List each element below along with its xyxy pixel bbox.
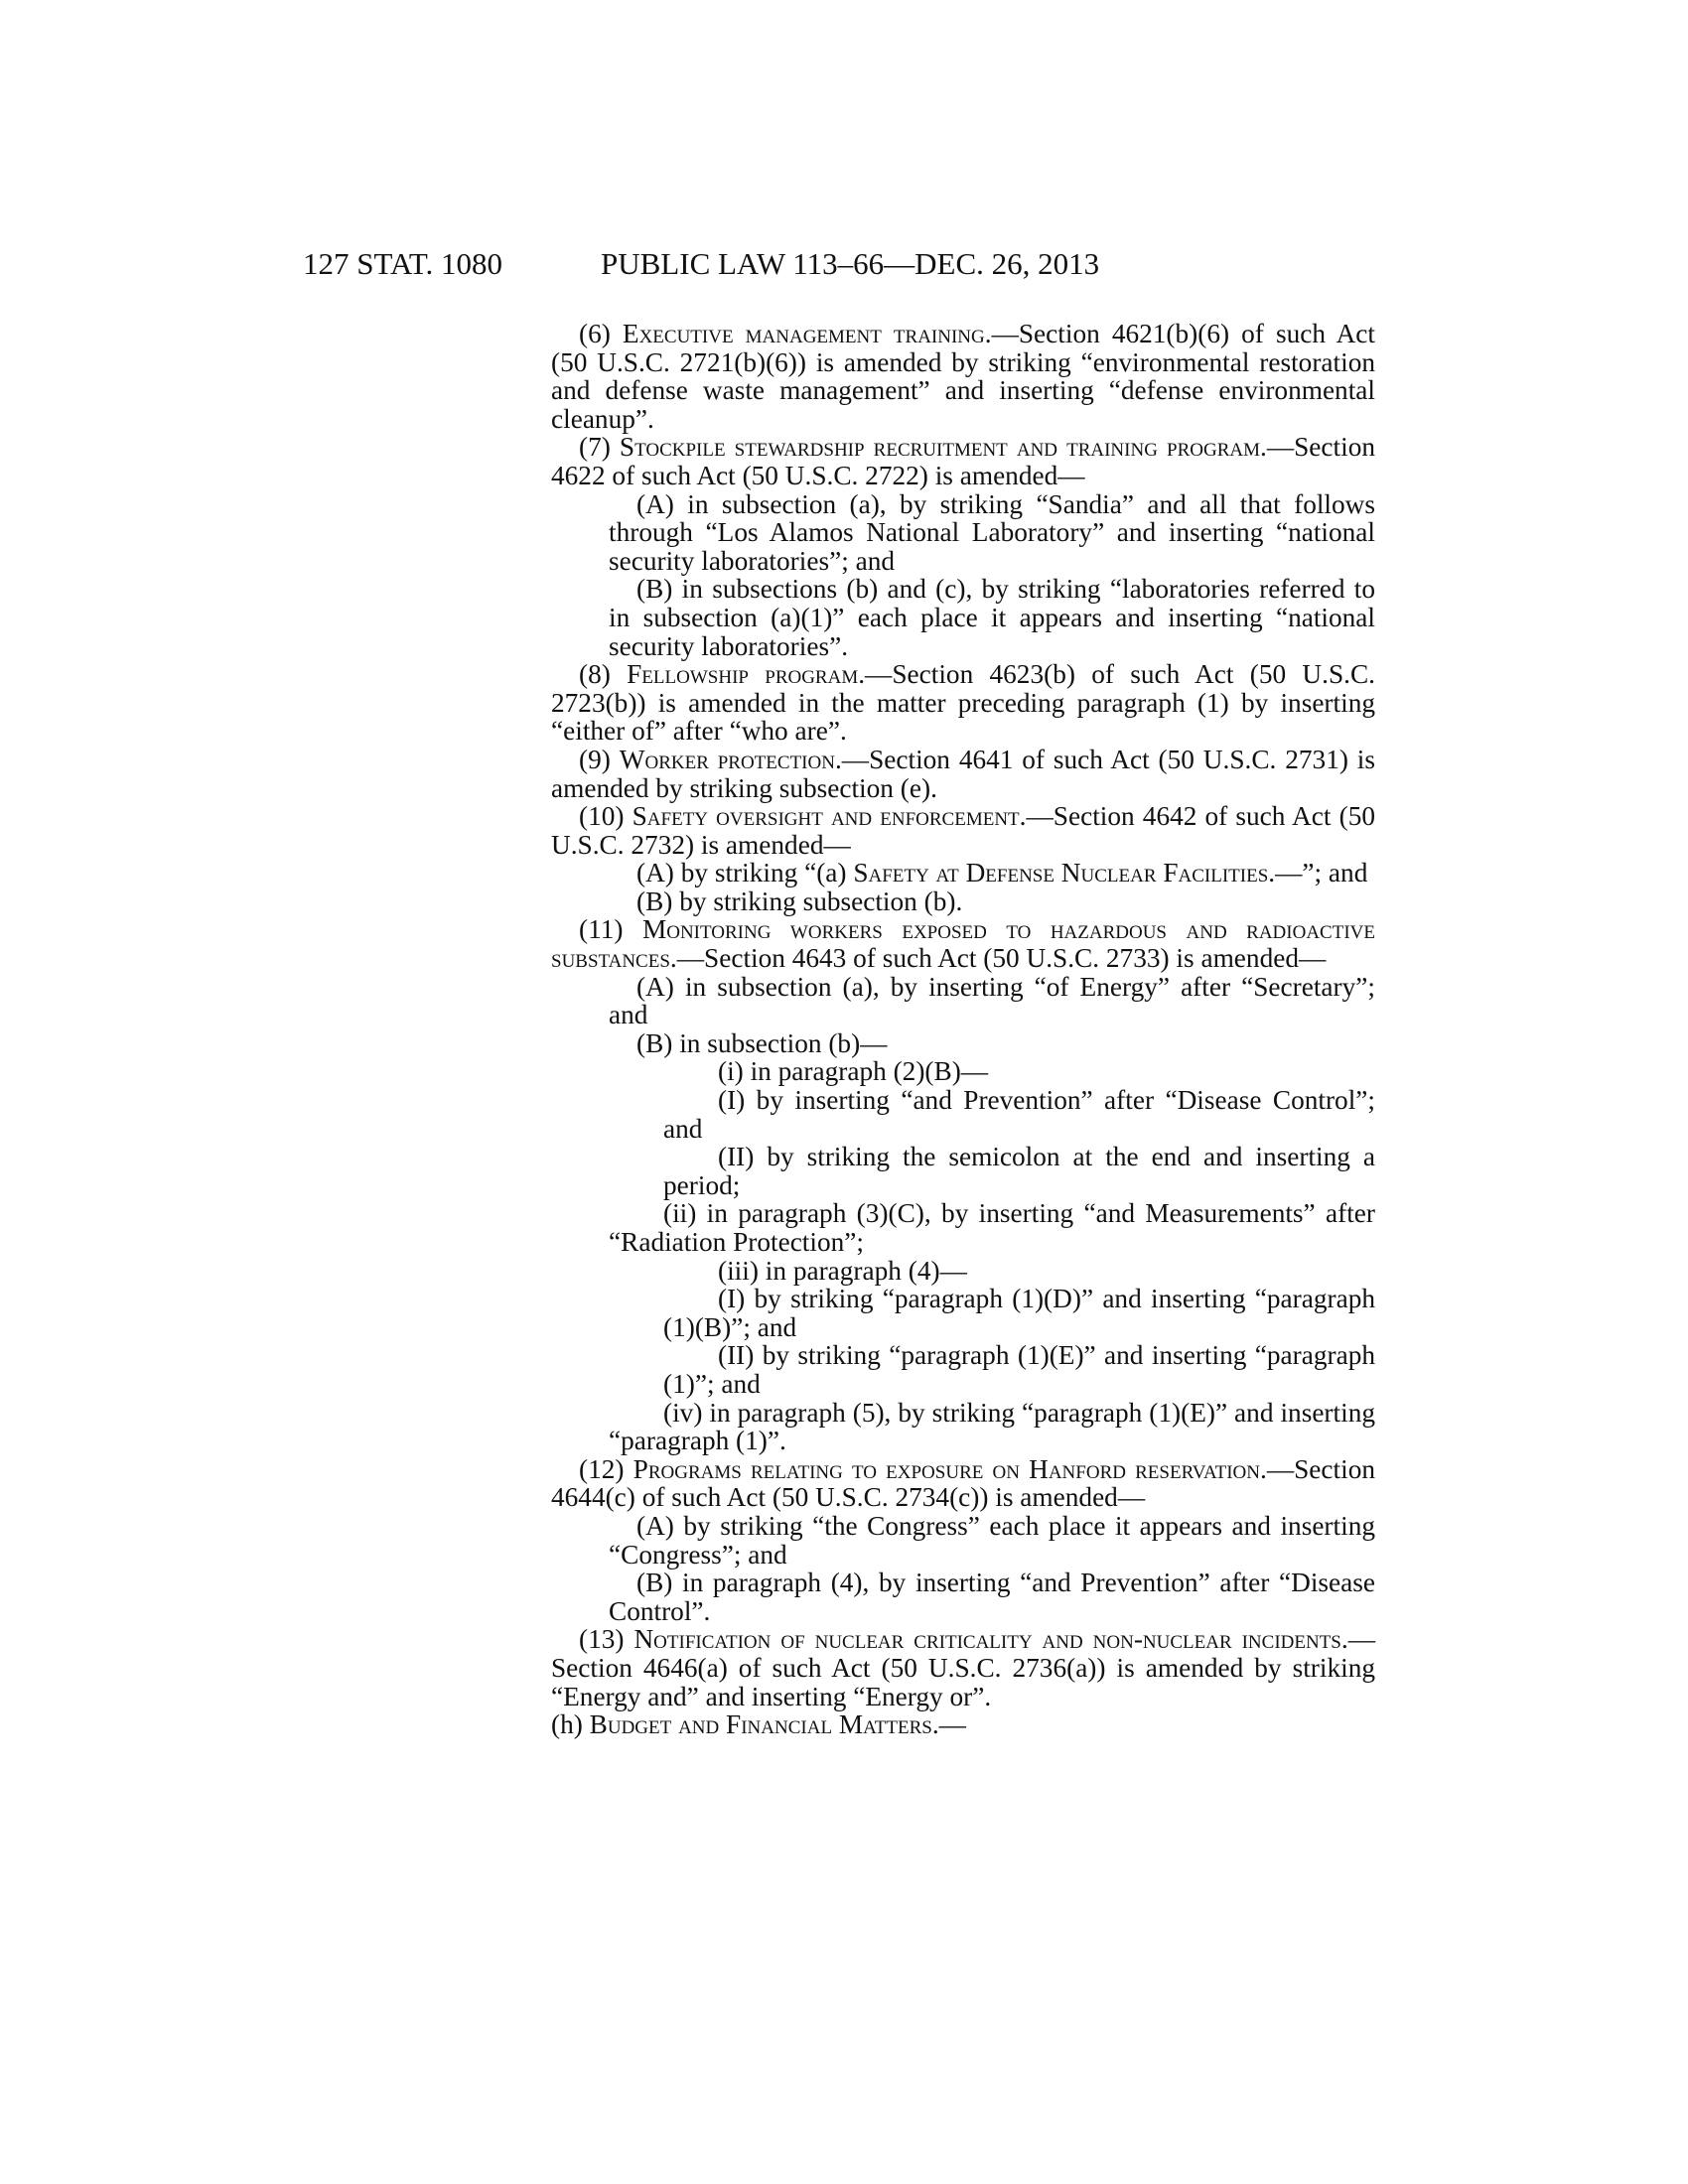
- paragraph-11-B-iii: (iii) in paragraph (4)—: [718, 1255, 967, 1286]
- running-header: [303, 246, 1296, 286]
- subsection-h: (h) Budget and Financial Matters.—: [551, 1709, 966, 1740]
- subsection-h-heading: Budget and Financial Matters.: [589, 1709, 939, 1740]
- paragraph-11-B-iv: (iv) in paragraph (5), by striking “paragraph (1)(E)” and inserting “paragraph (1)”.: [609, 1397, 1375, 1456]
- paragraph-11: (11) Monitoring workers exposed to hazardous and radioactive substances.—Section 4643 of such Act (50 U.S.C. 2733) is amended—: [551, 914, 1375, 974]
- paragraph-8: (8) Fellowship program.—Section 4623(b) of such Act (50 U.S.C. 2723(b)) is amended in the matter preceding paragraph (1) by inserting “either of” after “who are”.: [551, 659, 1375, 747]
- paragraph-6: (6) Executive management training.—Section 4621(b)(6) of such Act (50 U.S.C. 2721(b)(6)) is amended by striking “environmental restoration and defense waste management” and inserting “defense environmental cleanup”.: [551, 319, 1375, 434]
- paragraph-11-B-i: (i) in paragraph (2)(B)—: [718, 1056, 989, 1087]
- paragraph-13-heading: Notification of nuclear criticality and non-nuclear incidents.: [633, 1624, 1348, 1655]
- paragraph-13: (13) Notification of nuclear criticality and non-nuclear incidents.—Section 4646(a) of such Act (50 U.S.C. 2736(a)) is amended by striking “Energy and” and inserting “Energy or”.: [551, 1624, 1375, 1711]
- paragraph-11-B-iii-I: (I) by striking “paragraph (1)(D)” and inserting “paragraph (1)(B)”; and: [663, 1284, 1375, 1342]
- paragraph-11-B: (B) in subsection (b)—: [636, 1027, 888, 1058]
- paragraph-12-heading: Programs relating to exposure on Hanford reservation.: [633, 1453, 1267, 1484]
- paragraph-8-heading: Fellowship program.: [627, 659, 866, 690]
- paragraph-7-B: (B) in subsections (b) and (c), by striking “laboratories referred to in subsection (a)(1)” each place it appears and inserting “national security laboratories”.: [609, 574, 1375, 661]
- paragraph-11-heading: Monitoring workers exposed to hazardous and radioactive substances.: [551, 914, 1375, 974]
- paragraph-10-B: (B) by striking subsection (b).: [636, 886, 963, 916]
- paragraph-6-heading: Executive management training.: [622, 319, 992, 348]
- paragraph-9: (9) Worker protection.—Section 4641 of such Act (50 U.S.C. 2731) is amended by striking subsection (e).: [551, 744, 1375, 803]
- paragraph-9-heading: Worker protection.: [619, 744, 842, 774]
- paragraph-10-heading: Safety oversight and enforcement.: [632, 801, 1027, 832]
- document-body: [551, 320, 1375, 1739]
- paragraph-7-A: (A) in subsection (a), by striking “Sandia” and all that follows through “Los Alamos National Laboratory” and inserting “national security laboratories”; and: [609, 488, 1375, 576]
- stat-page-number: 127 STAT. 1080: [303, 246, 503, 281]
- paragraph-7-heading: Stockpile stewardship recruitment and training program.: [619, 432, 1267, 463]
- paragraph-10-A: (A) by striking “(a) Safety at Defense Nuclear Facilities.—”; and: [636, 858, 1368, 888]
- paragraph-12-B: (B) in paragraph (4), by inserting “and Prevention” after “Disease Control”.: [609, 1568, 1375, 1626]
- paragraph-11-B-i-II: (II) by striking the semicolon at the end and inserting a period;: [663, 1142, 1375, 1200]
- paragraph-11-B-i-I: (I) by inserting “and Prevention” after “Disease Control”; and: [663, 1085, 1375, 1144]
- paragraph-11-B-ii: (ii) in paragraph (3)(C), by inserting “and Measurements” after “Radiation Protection”;: [609, 1198, 1375, 1257]
- paragraph-11-A: (A) in subsection (a), by inserting “of Energy” after “Secretary”; and: [609, 971, 1375, 1030]
- paragraph-10: (10) Safety oversight and enforcement.—Section 4642 of such Act (50 U.S.C. 2732) is amended—: [551, 801, 1375, 860]
- public-law-title: PUBLIC LAW 113–66—DEC. 26, 2013: [601, 246, 1100, 281]
- paragraph-7: (7) Stockpile stewardship recruitment and training program.—Section 4622 of such Act (50 U.S.C. 2722) is amended—: [551, 432, 1375, 490]
- paragraph-12: (12) Programs relating to exposure on Hanford reservation.—Section 4644(c) of such Act (50 U.S.C. 2734(c)) is amended—: [551, 1453, 1376, 1513]
- paragraph-11-B-iii-II: (II) by striking “paragraph (1)(E)” and inserting “paragraph (1)”; and: [663, 1340, 1375, 1399]
- paragraph-12-A: (A) by striking “the Congress” each place it appears and inserting “Congress”; and: [609, 1510, 1375, 1570]
